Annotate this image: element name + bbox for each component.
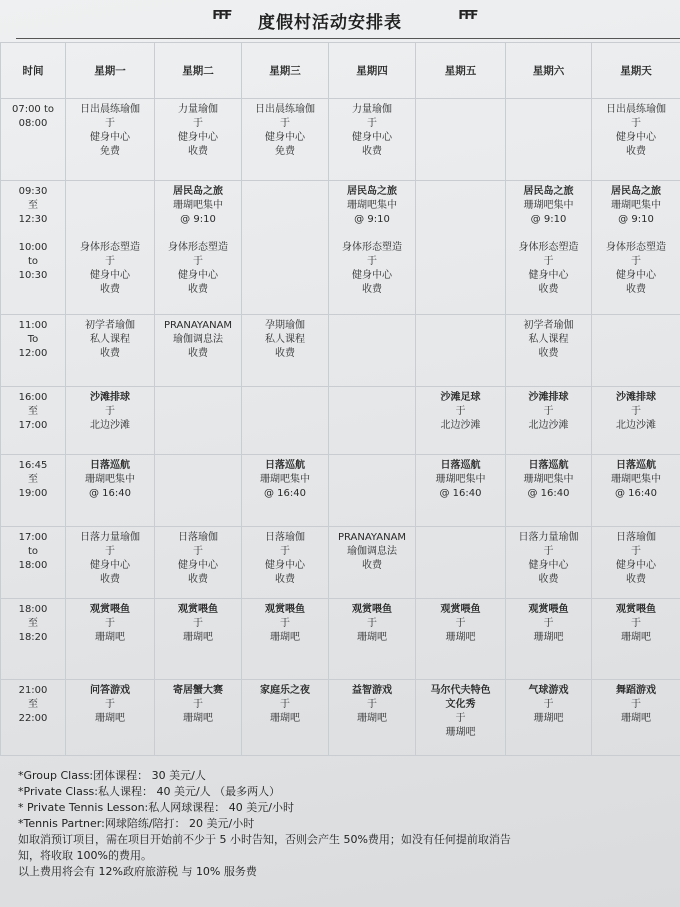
activity-text: 收费 <box>626 146 646 157</box>
activity-text: 北边沙滩 <box>90 420 130 432</box>
activity-cell <box>416 527 506 599</box>
activity-text: 马尔代夫特色 <box>430 684 491 696</box>
time-cell <box>1 455 66 527</box>
activity-text: 于 <box>631 698 641 710</box>
activity-text: 收费 <box>275 348 295 360</box>
activity-text: 于 <box>105 406 115 418</box>
time-text: 12:00 <box>18 348 48 360</box>
activity-text: 益智游戏 <box>352 684 392 696</box>
activity-text: 健身中心 <box>528 270 569 282</box>
activity-text: @ 16:40 <box>527 488 570 500</box>
schedule-row <box>1 599 680 679</box>
activity-text: 收费 <box>100 348 120 360</box>
activity-text: 初学者瑜伽 <box>523 320 574 332</box>
activity-text: 私人课程 <box>265 334 305 346</box>
activity-cell <box>66 455 155 527</box>
activity-cell <box>329 455 416 527</box>
fee-notes <box>18 768 668 880</box>
activity-text: 珊瑚吧 <box>270 712 300 724</box>
activity-text: 问答游戏 <box>90 684 130 696</box>
activity-text: 健身中心 <box>352 132 392 143</box>
time-text: 07:00 to <box>11 104 55 115</box>
activity-text: 沙滩排球 <box>528 392 569 404</box>
activity-cell <box>66 387 155 455</box>
schedule-row <box>1 99 680 181</box>
activity-text: 家庭乐之夜 <box>260 684 310 696</box>
activity-text: 身体形态塑造 <box>606 242 666 254</box>
activity-text: 收费 <box>538 348 559 360</box>
activity-text: 日落瑜伽 <box>265 532 305 544</box>
activity-cell <box>155 315 242 387</box>
activity-text: 日落瑜伽 <box>616 532 656 544</box>
time-text: 至 <box>28 618 38 630</box>
activity-text: 珊瑚吧 <box>357 632 387 644</box>
time-text: 18:20 <box>18 632 48 644</box>
activity-text <box>67 199 153 213</box>
activity-text: 健身中心 <box>528 560 569 572</box>
activity-text <box>67 227 153 241</box>
activity-text: 珊瑚吧集中 <box>85 474 135 486</box>
column-header: 星期天 <box>592 43 680 99</box>
activity-text: 观赏喂鱼 <box>440 604 481 616</box>
note-line: *Group Class:团体课程： 30 美元/人 <box>18 769 206 782</box>
activity-text: 珊瑚吧集中 <box>611 474 661 486</box>
activity-text: 珊瑚吧 <box>95 632 125 644</box>
time-text: To <box>27 334 39 346</box>
activity-cell <box>329 527 416 599</box>
activity-text: 于 <box>105 118 115 129</box>
activity-cell <box>329 99 416 181</box>
activity-text: 收费 <box>362 560 382 572</box>
activity-cell <box>329 679 416 755</box>
activity-text: @ 9:10 <box>530 214 567 226</box>
activity-text: 珊瑚吧集中 <box>611 200 661 212</box>
time-text: 08:00 <box>18 118 48 129</box>
activity-text: 沙滩足球 <box>440 392 481 404</box>
activity-text: 瑜伽调息法 <box>347 546 397 558</box>
activity-text: 北边沙滩 <box>616 420 656 432</box>
activity-cell <box>506 387 592 455</box>
activity-text: 健身中心 <box>178 270 218 282</box>
activity-text: 健身中心 <box>352 270 392 282</box>
activity-text: 于 <box>280 618 290 630</box>
activity-text: 日落力量瑜伽 <box>80 532 140 544</box>
column-header: 星期三 <box>242 43 329 99</box>
activity-text: @ 16:40 <box>89 488 131 500</box>
activity-cell <box>592 455 680 527</box>
time-cell <box>1 599 66 679</box>
schedule-row <box>1 315 680 387</box>
activity-text: 北边沙滩 <box>528 420 569 432</box>
activity-text: 私人课程 <box>528 334 569 346</box>
activity-cell <box>506 315 592 387</box>
activity-cell <box>329 315 416 387</box>
activity-text: @ 16:40 <box>439 488 482 500</box>
activity-text: 身体形态塑造 <box>80 242 140 254</box>
activity-text: 珊瑚吧集中 <box>523 474 574 486</box>
time-text: 21:00 <box>18 684 48 696</box>
time-cell <box>1 679 66 755</box>
schedule-row <box>1 527 680 599</box>
activity-text: 珊瑚吧集中 <box>347 200 397 212</box>
activity-cell <box>242 99 329 181</box>
activity-text: 健身中心 <box>616 270 656 282</box>
activity-text: 居民岛之旅 <box>523 186 574 198</box>
activity-text: 健身中心 <box>265 132 305 143</box>
note-line: 知，将收取 100%的费用。 <box>18 849 152 862</box>
activity-cell <box>506 181 592 315</box>
column-header: 星期六 <box>506 43 592 99</box>
activity-text: 收费 <box>188 284 208 296</box>
activity-text: 健身中心 <box>90 560 130 572</box>
schedule-row <box>1 455 680 527</box>
activity-cell <box>416 315 506 387</box>
activity-text: 于 <box>280 546 290 558</box>
activity-text: 初学者瑜伽 <box>85 320 135 332</box>
activity-text: 收费 <box>188 146 208 157</box>
activity-text: 珊瑚吧 <box>621 632 651 644</box>
time-cell <box>1 99 66 181</box>
schedule-body <box>1 99 680 756</box>
time-text: 至 <box>28 698 38 710</box>
activity-text: 日出晨练瑜伽 <box>255 104 315 115</box>
activity-text: 于 <box>455 406 466 418</box>
activity-text: 收费 <box>626 574 646 586</box>
activity-cell <box>242 455 329 527</box>
activity-text: 收费 <box>538 574 559 586</box>
note-line: 如取消预订项目，需在项目开始前不少于 5 小时告知，否则会产生 50%费用；如没有任何提前取消告 <box>18 833 511 846</box>
column-header: 星期四 <box>329 43 416 99</box>
activity-text: 北边沙滩 <box>440 420 481 432</box>
schedule-row <box>1 181 680 315</box>
activity-text: 珊瑚吧集中 <box>435 474 486 486</box>
activity-text: PRANAYANAM <box>163 320 233 332</box>
activity-text: 日落瑜伽 <box>178 532 218 544</box>
activity-text: @ 16:40 <box>615 488 657 500</box>
activity-text: 身体形态塑造 <box>518 242 579 254</box>
time-cell <box>1 181 66 315</box>
title-rule <box>16 38 680 39</box>
activity-text: 收费 <box>538 284 559 296</box>
column-header: 时间 <box>1 43 66 99</box>
decoration-left: ꜰꜰꜰ <box>212 4 230 23</box>
activity-text: 于 <box>105 546 115 558</box>
activity-text: 于 <box>280 118 290 129</box>
activity-cell <box>592 99 680 181</box>
activity-text: 于 <box>543 698 554 710</box>
activity-text: 身体形态塑造 <box>342 242 402 254</box>
activity-text: 珊瑚吧 <box>357 712 387 724</box>
activity-cell <box>329 387 416 455</box>
activity-text: 珊瑚吧 <box>445 726 476 738</box>
activity-text: 收费 <box>188 574 208 586</box>
activity-text: 孕期瑜伽 <box>265 320 305 332</box>
time-text: to <box>27 546 39 558</box>
activity-text: 日落力量瑜伽 <box>518 532 579 544</box>
activity-text: 私人课程 <box>90 334 130 346</box>
activity-text: 文化秀 <box>445 698 476 710</box>
activity-cell <box>155 387 242 455</box>
activity-cell <box>416 181 506 315</box>
activity-text <box>593 227 679 241</box>
activity-text: 珊瑚吧集中 <box>523 200 574 212</box>
activity-text: PRANAYANAM <box>337 532 407 544</box>
activity-cell <box>506 679 592 755</box>
time-text <box>2 227 64 241</box>
activity-cell <box>66 527 155 599</box>
activity-text: 珊瑚吧 <box>621 712 651 724</box>
activity-text: 观赏喂鱼 <box>178 604 218 616</box>
activity-text: 于 <box>193 618 203 630</box>
activity-cell <box>592 387 680 455</box>
activity-cell <box>242 679 329 755</box>
activity-text: 于 <box>543 546 554 558</box>
time-text: 至 <box>28 200 38 212</box>
time-text: 09:30 <box>18 186 48 198</box>
activity-text: 于 <box>193 546 203 558</box>
activity-text: 免费 <box>275 146 295 157</box>
activity-text: 健身中心 <box>265 560 305 572</box>
activity-text: 健身中心 <box>616 560 656 572</box>
activity-cell <box>506 599 592 679</box>
activity-text: 日落巡航 <box>265 460 305 472</box>
activity-cell <box>592 679 680 755</box>
activity-text: 收费 <box>362 284 382 296</box>
activity-text: 珊瑚吧集中 <box>260 474 310 486</box>
activity-cell <box>66 99 155 181</box>
schedule-row <box>1 679 680 755</box>
activity-text: 于 <box>631 118 641 129</box>
activity-text: @ 9:10 <box>618 214 654 226</box>
schedule-row <box>1 387 680 455</box>
activity-text: 居民岛之旅 <box>173 186 223 198</box>
activity-cell <box>242 181 329 315</box>
activity-text: 健身中心 <box>90 270 130 282</box>
activity-cell <box>155 527 242 599</box>
activity-cell <box>329 599 416 679</box>
activity-cell <box>329 181 416 315</box>
activity-text: 力量瑜伽 <box>352 104 392 115</box>
header-row <box>1 43 680 99</box>
activity-text: 于 <box>105 256 115 268</box>
activity-text: 寄居蟹大赛 <box>173 684 223 696</box>
activity-text: 收费 <box>362 146 382 157</box>
activity-text: 于 <box>631 546 641 558</box>
activity-text: 珊瑚吧 <box>183 712 213 724</box>
activity-text: 沙滩排球 <box>616 392 656 404</box>
activity-text: 日出晨练瑜伽 <box>80 104 140 115</box>
time-text: to <box>27 256 39 268</box>
activity-cell <box>242 527 329 599</box>
note-line: *Private Class:私人课程： 40 美元/人 （最多两人） <box>18 785 281 798</box>
activity-text: 珊瑚吧 <box>270 632 300 644</box>
column-header: 星期二 <box>155 43 242 99</box>
activity-text: 收费 <box>100 574 120 586</box>
activity-text: 于 <box>367 618 377 630</box>
time-text: 19:00 <box>18 488 48 500</box>
activity-text <box>330 227 414 241</box>
activity-text: 日落巡航 <box>90 460 130 472</box>
activity-cell <box>155 181 242 315</box>
time-text: 11:00 <box>18 320 48 332</box>
activity-text: 于 <box>193 118 203 129</box>
activity-text: 身体形态塑造 <box>168 242 228 254</box>
activity-cell <box>66 315 155 387</box>
activity-text: 珊瑚吧 <box>95 712 125 724</box>
time-cell <box>1 387 66 455</box>
activity-text: 于 <box>543 256 554 268</box>
activity-text: 沙滩排球 <box>90 392 130 404</box>
activity-text <box>156 227 240 241</box>
activity-text: 健身中心 <box>178 132 218 143</box>
activity-text: 于 <box>455 712 466 724</box>
activity-text: @ 9:10 <box>180 214 216 226</box>
header <box>0 0 680 40</box>
activity-cell <box>592 527 680 599</box>
activity-text <box>507 227 590 241</box>
activity-cell <box>592 599 680 679</box>
activity-text: 于 <box>455 618 466 630</box>
column-header: 星期五 <box>416 43 506 99</box>
time-text: 16:45 <box>18 460 48 472</box>
activity-text: 免费 <box>100 146 120 157</box>
activity-text: 收费 <box>626 284 646 296</box>
activity-text: 观赏喂鱼 <box>528 604 569 616</box>
activity-cell <box>416 599 506 679</box>
activity-text: 日落巡航 <box>440 460 481 472</box>
activity-text <box>67 185 153 199</box>
activity-cell <box>66 599 155 679</box>
activity-text: 气球游戏 <box>528 684 569 696</box>
activity-text: 于 <box>367 698 377 710</box>
activity-text: 观赏喂鱼 <box>352 604 392 616</box>
activity-cell <box>416 679 506 755</box>
activity-text: 于 <box>367 118 377 129</box>
activity-cell <box>155 455 242 527</box>
activity-text: 于 <box>543 618 554 630</box>
activity-cell <box>416 455 506 527</box>
activity-text: 于 <box>367 256 377 268</box>
activity-text: 于 <box>631 406 641 418</box>
time-text: 22:00 <box>18 712 48 724</box>
activity-text: 珊瑚吧 <box>183 632 213 644</box>
activity-text: 力量瑜伽 <box>178 104 218 115</box>
activity-cell <box>506 527 592 599</box>
activity-cell <box>242 315 329 387</box>
activity-text: 观赏喂鱼 <box>90 604 130 616</box>
activity-text: 收费 <box>100 284 120 296</box>
time-cell <box>1 315 66 387</box>
activity-text: 于 <box>105 618 115 630</box>
activity-cell <box>592 181 680 315</box>
activity-text: 收费 <box>275 574 295 586</box>
time-text: 至 <box>28 474 38 486</box>
activity-cell <box>66 679 155 755</box>
activity-cell <box>416 99 506 181</box>
activity-text: 珊瑚吧集中 <box>173 200 223 212</box>
activity-text: 珊瑚吧 <box>533 712 564 724</box>
schedule-table-wrap <box>0 42 680 756</box>
time-cell <box>1 527 66 599</box>
activity-text: 观赏喂鱼 <box>616 604 656 616</box>
activity-cell <box>592 315 680 387</box>
time-text: 至 <box>28 406 38 418</box>
activity-text: 于 <box>631 256 641 268</box>
activity-text: 于 <box>631 618 641 630</box>
activity-text: @ 16:40 <box>264 488 306 500</box>
activity-text: 健身中心 <box>616 132 656 143</box>
activity-cell <box>155 599 242 679</box>
time-text: 12:30 <box>18 214 48 226</box>
activity-text: 居民岛之旅 <box>611 186 661 198</box>
note-line: * Private Tennis Lesson:私人网球课程： 40 美元/小时 <box>18 801 294 814</box>
activity-cell <box>242 599 329 679</box>
time-text: 18:00 <box>18 604 48 616</box>
activity-text: 健身中心 <box>178 560 218 572</box>
activity-text: 观赏喂鱼 <box>265 604 305 616</box>
column-header: 星期一 <box>66 43 155 99</box>
activity-text: 日落巡航 <box>528 460 569 472</box>
activity-text: 珊瑚吧 <box>445 632 476 644</box>
activity-text: 于 <box>193 256 203 268</box>
schedule-table <box>0 42 680 756</box>
activity-text: 日落巡航 <box>616 460 656 472</box>
activity-text: 舞蹈游戏 <box>616 684 656 696</box>
activity-cell <box>506 455 592 527</box>
activity-text: 于 <box>193 698 203 710</box>
activity-text: 于 <box>543 406 554 418</box>
page-title: 度假村活动安排表 <box>258 13 402 33</box>
time-text: 16:00 <box>18 392 48 404</box>
activity-text: 珊瑚吧 <box>533 632 564 644</box>
decoration-right: ꜰꜰꜰ <box>458 4 476 23</box>
activity-text: 于 <box>105 698 115 710</box>
time-text: 18:00 <box>18 560 48 572</box>
activity-text: 日出晨练瑜伽 <box>606 104 666 115</box>
activity-text <box>67 213 153 227</box>
activity-cell <box>155 99 242 181</box>
activity-cell <box>506 99 592 181</box>
note-line: *Tennis Partner:网球陪练/陪打： 20 美元/小时 <box>18 817 255 830</box>
time-text: 17:00 <box>18 420 48 432</box>
activity-text: 健身中心 <box>90 132 130 143</box>
time-text: 10:00 <box>18 242 48 254</box>
activity-text: @ 9:10 <box>354 214 390 226</box>
time-text: 10:30 <box>18 270 48 282</box>
activity-cell <box>416 387 506 455</box>
time-text: 17:00 <box>18 532 48 544</box>
activity-text: 于 <box>280 698 290 710</box>
activity-text: 居民岛之旅 <box>347 186 397 198</box>
activity-text: 瑜伽调息法 <box>173 334 223 346</box>
activity-text: 收费 <box>188 348 208 360</box>
activity-cell <box>242 387 329 455</box>
activity-cell <box>66 181 155 315</box>
activity-cell <box>155 679 242 755</box>
note-line: 以上费用将会有 12%政府旅游税 与 10% 服务费 <box>18 865 257 878</box>
